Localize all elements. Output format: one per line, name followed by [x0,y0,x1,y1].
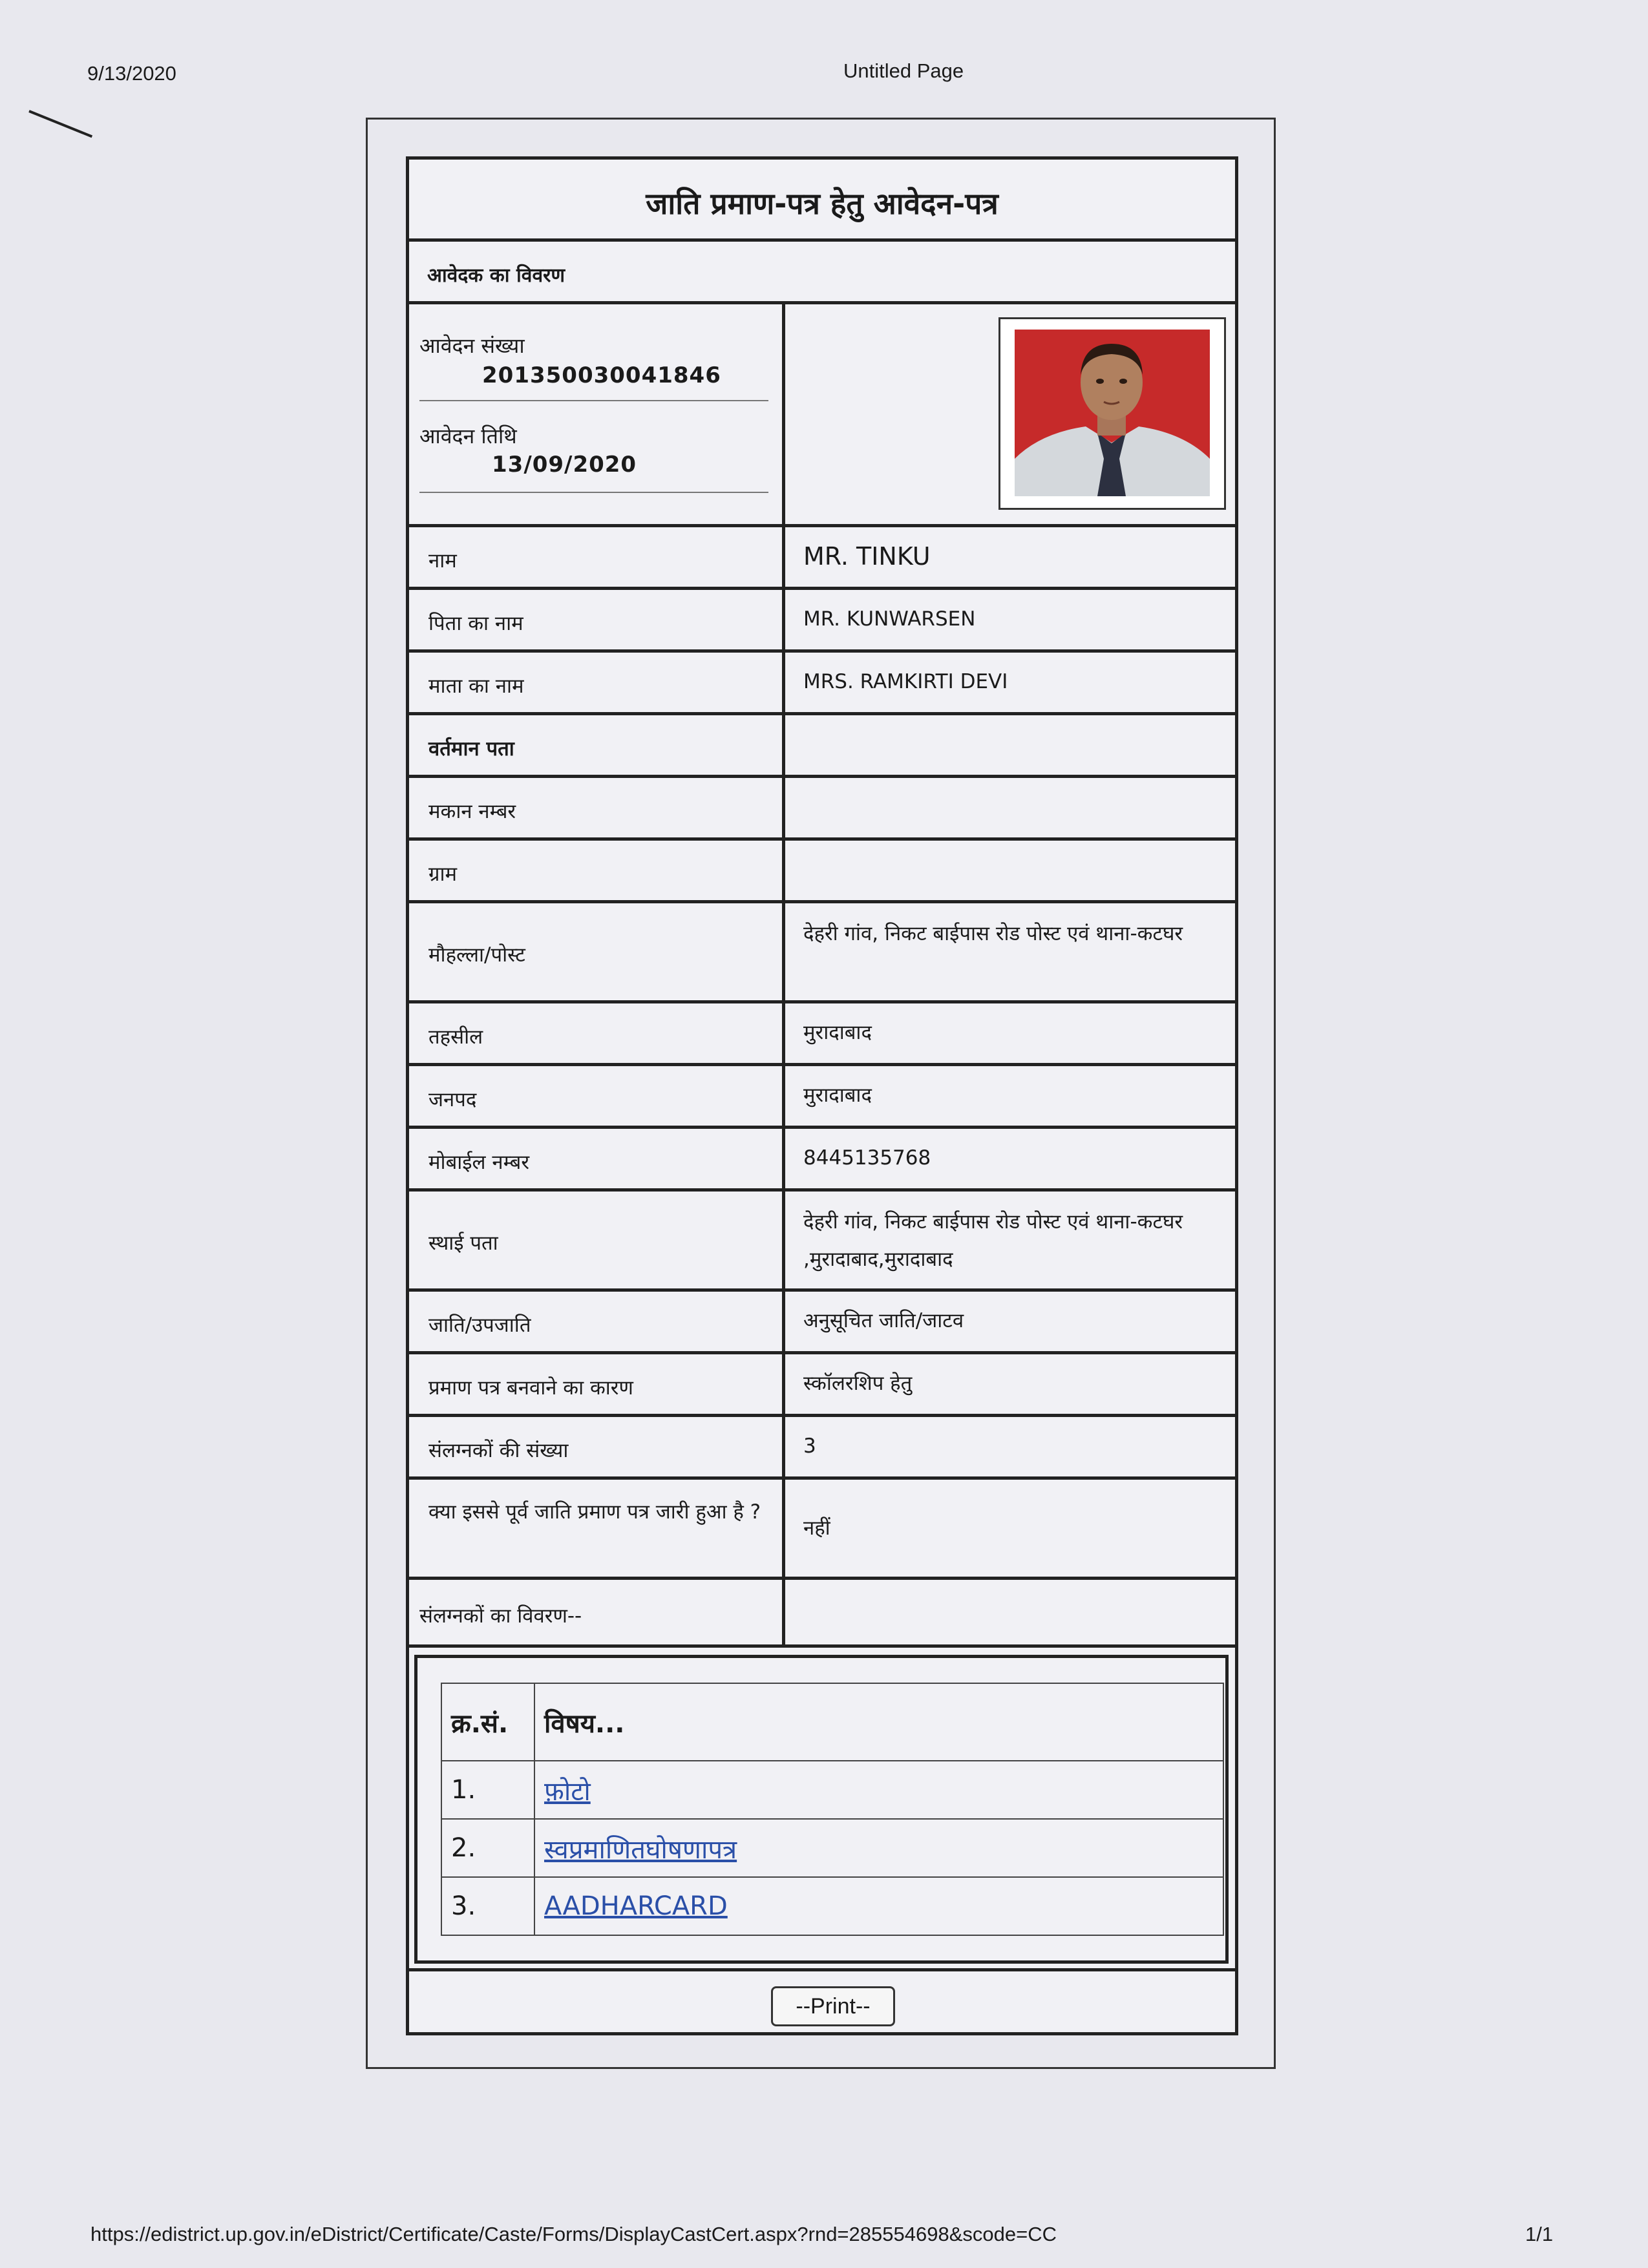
print-row [409,1968,1235,2032]
field-label: क्या इससे पूर्व जाति प्रमाण पत्र जारी हुआ है ? [428,1500,761,1524]
field-label: मौहल्ला/पोस्ट [428,943,525,967]
field-label: तहसील [428,1025,483,1049]
field-value-cell [785,1292,1235,1351]
field-label: संलग्नकों की संख्या [428,1439,569,1462]
field-label: जनपद [428,1088,477,1111]
serial-number: 2. [441,1819,534,1877]
column-header-serial: क्र.सं. [441,1683,534,1761]
field-row-district [409,1066,1235,1129]
field-label-cell [409,1417,785,1476]
page-title: Untitled Page [843,59,964,82]
field-value-cell [785,653,1235,712]
section-label: आवेदक का विवरण [427,264,565,287]
field-row-attachment-details [409,1580,1235,1648]
field-label-cell [409,778,785,837]
field-value-cell [785,841,1235,900]
field-row-reason [409,1354,1235,1417]
field-label-cell [409,841,785,900]
field-row-current-address [409,715,1235,778]
field-label-cell [409,1480,785,1577]
form-title-row [409,160,1235,242]
applicant-photo-frame [998,317,1226,510]
attachments-table [441,1683,1224,1936]
field-label: स्थाई पता [428,1232,498,1255]
field-row-name [409,527,1235,590]
field-value-cell [785,1580,1235,1644]
field-value-cell [785,527,1235,587]
attachments-header-row [441,1683,1223,1761]
page-number: 1/1 [1525,2223,1554,2245]
applicant-photo [1015,330,1210,496]
field-label: माता का नाम [428,675,524,698]
application-info-row [409,304,1235,527]
attachment-link-photo[interactable]: फ़ोटो [544,1776,591,1807]
section-header-row [409,242,1235,304]
field-label: प्रमाण पत्र बनवाने का कारण [428,1376,633,1400]
field-value-cell [785,1480,1235,1577]
attachments-panel [414,1655,1229,1964]
field-row-mother-name [409,653,1235,715]
field-value: MRS. RAMKIRTI DEVI [803,670,1008,693]
column-header-subject: विषय... [534,1683,1223,1761]
attachment-link-aadhar[interactable]: AADHARCARD [544,1891,728,1921]
field-value: नहीं [803,1517,830,1540]
field-value-cell [785,590,1235,649]
serial-number: 1. [441,1761,534,1819]
field-value: MR. KUNWARSEN [803,607,976,631]
attachment-link-self-declaration[interactable]: स्वप्रमाणितघोषणापत्र [544,1834,737,1865]
form-title: जाति प्रमाण-पत्र हेतु आवेदन-पत्र [646,186,998,221]
field-value-cell [785,715,1235,775]
field-label-cell [409,1003,785,1063]
field-label: ग्राम [428,863,458,886]
field-value: अनुसूचित जाति/जाटव [803,1309,964,1332]
print-button[interactable]: --Print-- [771,1986,895,2026]
field-value-cell [785,903,1235,1000]
field-row-father-name [409,590,1235,653]
field-label-cell [409,715,785,775]
field-label-cell [409,1066,785,1126]
field-label-cell [409,1192,785,1288]
field-value: 8445135768 [803,1146,931,1170]
field-label: मकान नम्बर [428,800,516,823]
field-value: मुरादाबाद [803,1021,872,1044]
attachment-cell [534,1819,1223,1877]
field-value: मुरादाबाद [803,1084,872,1107]
pen-mark [28,110,92,138]
caste-certificate-form [406,156,1238,2035]
attachment-cell [534,1761,1223,1819]
field-label-cell [409,590,785,649]
photo-cell [785,304,1235,524]
field-value-cell [785,1192,1235,1288]
divider [419,400,768,401]
field-label-cell [409,527,785,587]
application-number-label: आवेदन संख्या [419,333,525,358]
field-label: पिता का नाम [428,612,523,635]
field-row-village [409,841,1235,903]
divider [419,492,768,493]
field-value: MR. TINKU [803,542,931,571]
application-date-value: 13/09/2020 [492,452,637,478]
field-row-previous-certificate [409,1480,1235,1580]
field-row-tehsil [409,1003,1235,1066]
application-info-cell [409,304,785,524]
field-value-cell [785,778,1235,837]
field-row-locality-post [409,903,1235,1003]
field-value: देहरी गांव, निकट बाईपास रोड पोस्ट एवं थाना-कटघर ,मुरादाबाद,मुरादाबाद [803,1210,1183,1271]
field-label: मोबाईल नम्बर [428,1151,530,1174]
field-value: स्कॉलरशिप हेतु [803,1372,913,1395]
field-label-cell [409,1292,785,1351]
field-row-permanent-address [409,1192,1235,1292]
field-row-attachment-count [409,1417,1235,1480]
print-date: 9/13/2020 [87,62,176,85]
field-value-cell [785,1354,1235,1414]
table-row [441,1819,1223,1877]
field-label-cell [409,1354,785,1414]
table-row [441,1761,1223,1819]
application-number-value: 201350030041846 [482,362,721,388]
serial-number: 3. [441,1877,534,1935]
field-row-mobile [409,1129,1235,1192]
field-label: नाम [428,549,457,572]
field-row-house-number [409,778,1235,841]
field-label: संलग्नकों का विवरण-- [419,1604,582,1628]
field-label: वर्तमान पता [428,737,514,761]
field-row-caste [409,1292,1235,1354]
table-row [441,1877,1223,1935]
field-label-cell [409,1129,785,1188]
field-value: 3 [803,1434,816,1458]
field-value-cell [785,1003,1235,1063]
field-label-cell [409,1580,785,1644]
field-value-cell [785,1129,1235,1188]
field-label-cell [409,653,785,712]
field-value-cell [785,1066,1235,1126]
application-date-label: आवेदन तिथि [419,424,517,448]
applicant-photo-image [1015,330,1210,496]
field-label: जाति/उपजाति [428,1314,531,1337]
attachment-cell [534,1877,1223,1935]
field-value: देहरी गांव, निकट बाईपास रोड पोस्ट एवं थाना-कटघर [803,922,1183,945]
field-label-cell [409,903,785,1000]
page-url: https://edistrict.up.gov.in/eDistrict/Certificate/Caste/Forms/DisplayCastCert.aspx?rnd=285554698&scode=CC [90,2223,1057,2245]
field-value-cell [785,1417,1235,1476]
